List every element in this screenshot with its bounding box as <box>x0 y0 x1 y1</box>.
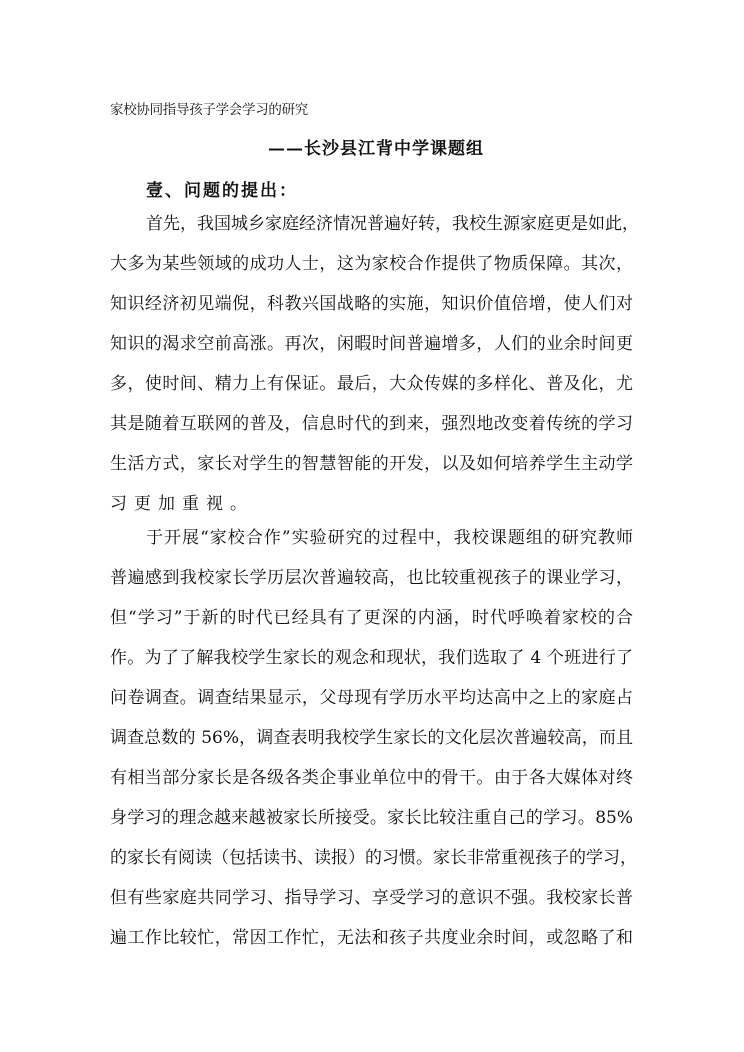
paragraph-line: 但有些家庭共同学习、指导学习、享受学习的意识不强。我校家长普 <box>110 888 633 908</box>
paragraph-line: 生活方式，家长对学生的智慧智能的开发，以及如何培养学生主动学 <box>110 454 633 474</box>
paragraph-line: 有相当部分家长是各级各类企事业单位中的骨干。由于各大媒体对终 <box>110 768 633 788</box>
paragraph-line: 身学习的理念越来越被家长所接受。家长比较注重自己的学习。85% <box>110 808 633 828</box>
paragraph-line: 大多为某些领域的成功人士，这为家校合作提供了物质保障。其次， <box>110 254 633 274</box>
paragraph-line: 作。为了了解我校学生家长的观念和现状，我们选取了 4 个班进行了 <box>110 648 633 668</box>
document-header: 家校协同指导孩子学会学习的研究 <box>110 102 308 118</box>
paragraph-line: 遍工作比较忙，常因工作忙，无法和孩子共度业余时间，或忽略了和 <box>110 928 633 948</box>
paragraph-line: 首先，我国城乡家庭经济情况普遍好转，我校生源家庭更是如此， <box>146 214 639 234</box>
paragraph-line: 问卷调查。调查结果显示，父母现有学历水平均达高中之上的家庭占 <box>110 688 633 708</box>
paragraph-line: 的家长有阅读（包括读书、读报）的习惯。家长非常重视孩子的学习， <box>110 848 637 868</box>
paragraph-line: 知识经济初见端倪，科教兴国战略的实施，知识价值倍增，使人们对 <box>110 294 633 314</box>
paragraph-line: 普遍感到我校家长学历层次普遍较高，也比较重视孩子的课业学习， <box>110 568 633 588</box>
section-heading: 壹、问题的提出： <box>146 181 298 201</box>
paragraph-line: 调查总数的 56%，调查表明我校学生家长的文化层次普遍较高，而且 <box>110 728 633 748</box>
paragraph-line: 但“学习”于新的时代已经具有了更深的内涵，时代呼唤着家校的合 <box>110 608 633 628</box>
paragraph-line: 其是随着互联网的普及，信息时代的到来，强烈地改变着传统的学习 <box>110 414 633 434</box>
paragraph-line: 习更加重视。 <box>110 494 254 514</box>
document-subtitle: ——长沙县江背中学课题组 <box>268 139 484 159</box>
paragraph-line: 知识的渴求空前高涨。再次，闲暇时间普遍增多，人们的业余时间更 <box>110 334 633 354</box>
paragraph-line: 于开展“家校合作”实验研究的过程中，我校课题组的研究教师 <box>146 528 633 548</box>
paragraph-line: 多，使时间、精力上有保证。最后，大众传媒的多样化、普及化，尤 <box>110 374 633 394</box>
